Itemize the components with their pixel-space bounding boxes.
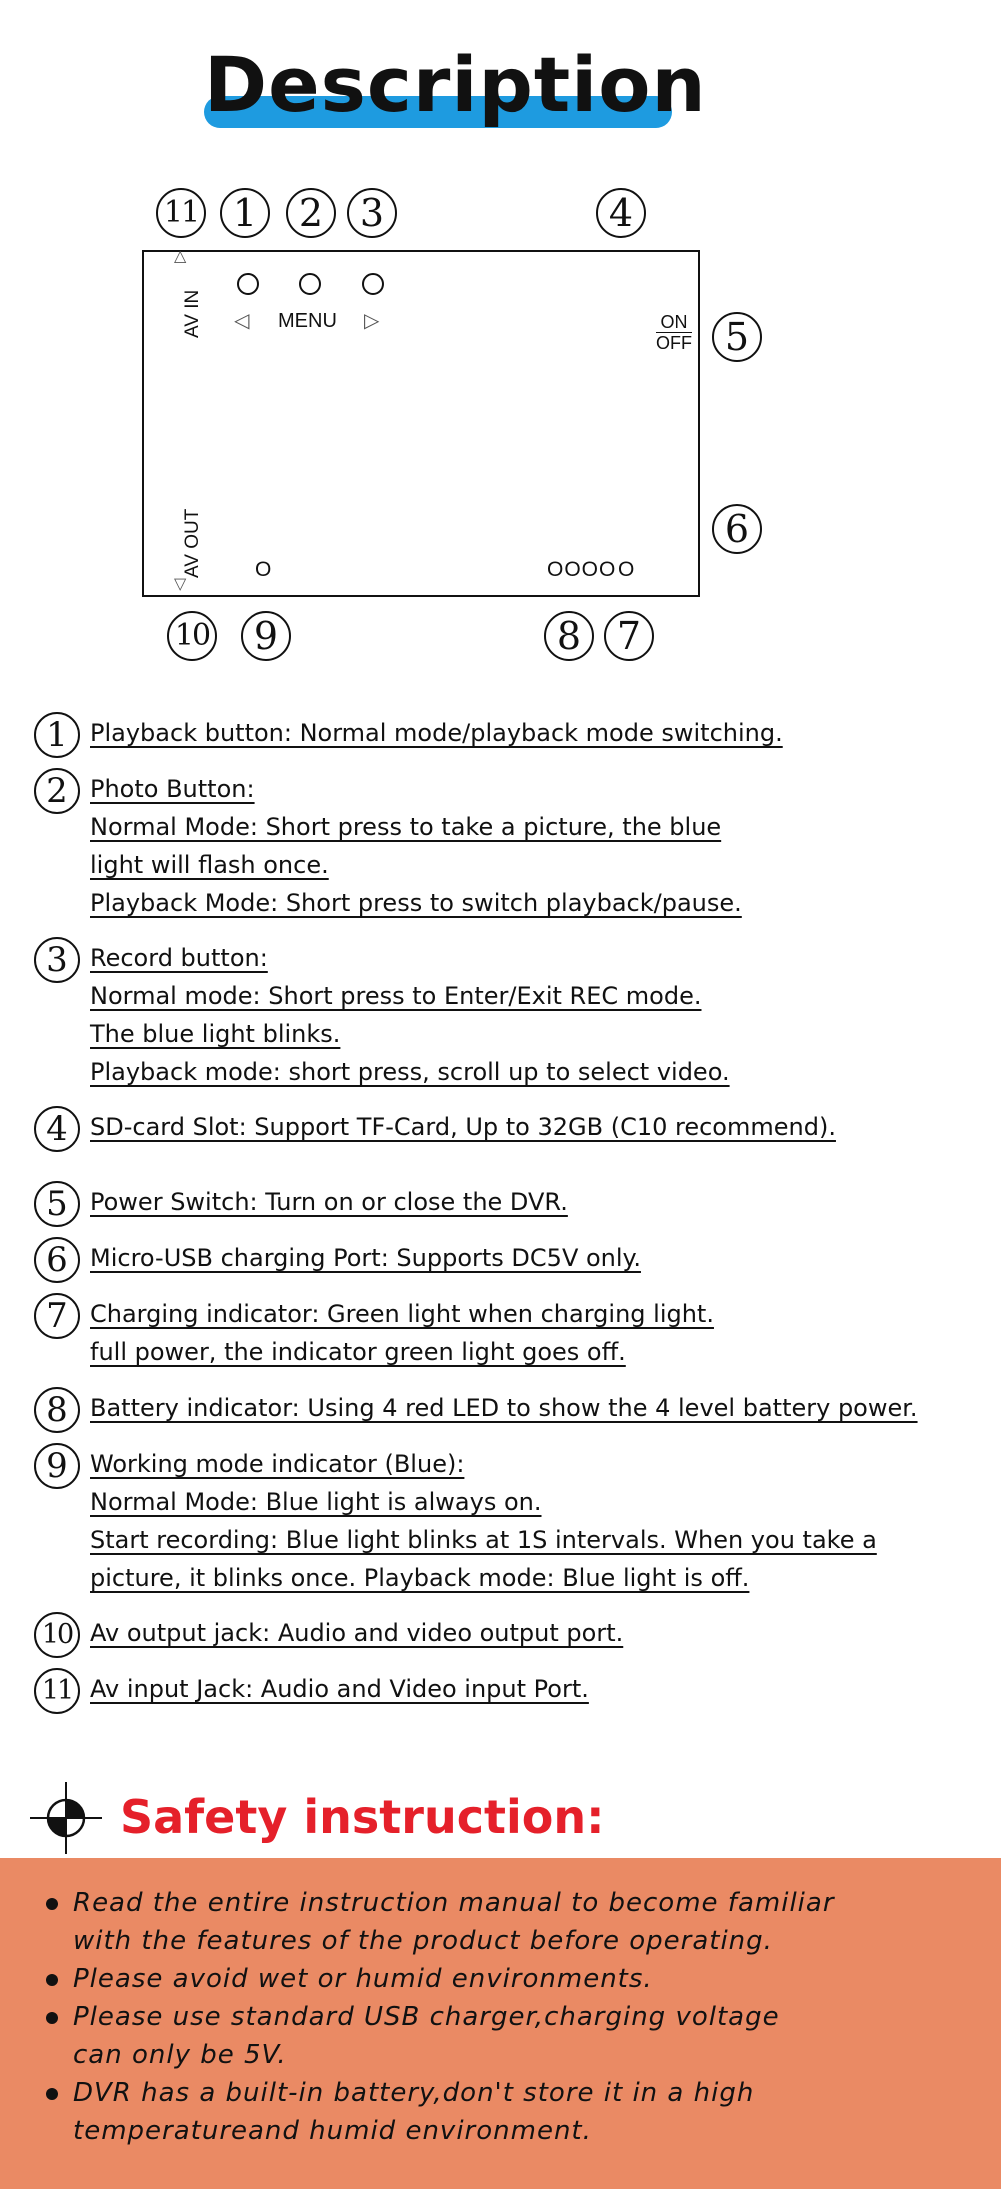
callout-5: 5 (712, 312, 762, 362)
item-text: Battery indicator: Using 4 red LED to show the 4 level battery power. (90, 1394, 918, 1422)
item-text: Playback Mode: Short press to switch playback/pause. (90, 889, 742, 917)
safety-list (46, 1884, 835, 2150)
item-text: Power Switch: Turn on or close the DVR. (90, 1188, 568, 1216)
safety-text: DVR has a built-in battery,don't store it in a high (73, 2078, 755, 2108)
item-number: 6 (34, 1237, 80, 1283)
power-switch-label (656, 312, 692, 353)
safety-text: with the features of the product before operating. (73, 1926, 773, 1956)
item-number: 1 (34, 712, 80, 758)
safety-title: Safety instruction: (120, 1790, 605, 1844)
menu-label: MENU (278, 310, 337, 332)
av-in-label: AV IN (182, 289, 203, 338)
off-label: OFF (656, 333, 692, 353)
item-text: Normal mode: Short press to Enter/Exit REC mode. (90, 982, 702, 1010)
av-in-arrow-icon: △ (174, 246, 187, 265)
item-text: Playback mode: short press, scroll up to select video. (90, 1058, 730, 1086)
playback-button-circle (237, 273, 259, 295)
av-out-label: AV OUT (182, 508, 203, 578)
safety-text: temperatureand humid environment. (73, 2116, 592, 2146)
item-text: Av input Jack: Audio and Video input Port. (90, 1675, 589, 1703)
item-text: Charging indicator: Green light when charging light. (90, 1300, 714, 1328)
left-arrow-icon: ◁ (234, 308, 250, 332)
item-text: Start recording: Blue light blinks at 1S intervals. When you take a (90, 1526, 877, 1554)
item-number: 5 (34, 1181, 80, 1227)
list-item (46, 2074, 835, 2150)
safety-header (30, 1780, 730, 1860)
callout-2: 2 (286, 188, 336, 238)
item-text: light will flash once. (90, 851, 329, 879)
callout-7: 7 (604, 611, 654, 661)
photo-button-circle (299, 273, 321, 295)
working-led: O (255, 558, 273, 581)
item-text: Normal Mode: Short press to take a picture, the blue (90, 813, 722, 841)
safety-text: Read the entire instruction manual to become familiar (73, 1888, 835, 1918)
safety-text: Please use standard USB charger,charging voltage (73, 2002, 780, 2032)
device-outline (142, 246, 700, 597)
item-number: 2 (34, 768, 80, 814)
safety-text: can only be 5V. (73, 2040, 287, 2070)
crosshair-icon (30, 1782, 102, 1854)
item-text: full power, the indicator green light goes off. (90, 1338, 626, 1366)
callout-10: 10 (167, 611, 217, 661)
device-diagram (0, 170, 1001, 690)
callout-1: 1 (220, 188, 270, 238)
list-item (46, 1960, 835, 1998)
item-text: Av output jack: Audio and video output port. (90, 1619, 624, 1647)
safety-text: Please avoid wet or humid environments. (73, 1964, 653, 1994)
callout-8: 8 (544, 611, 594, 661)
item-number: 8 (34, 1387, 80, 1433)
safety-panel (0, 1858, 1001, 2189)
list-item (46, 1884, 835, 1960)
list-item (46, 1998, 835, 2074)
item-text: picture, it blinks once. Playback mode: Blue light is off. (90, 1564, 750, 1592)
charge-led: O (618, 558, 636, 581)
callout-11: 11 (156, 188, 206, 238)
item-number: 9 (34, 1443, 80, 1489)
item-text: Playback button: Normal mode/playback mode switching. (90, 719, 783, 747)
battery-leds: OOOO (547, 558, 617, 581)
item-text: Photo Button: (90, 775, 255, 803)
item-number: 11 (34, 1668, 80, 1714)
right-arrow-icon: ▷ (364, 308, 380, 332)
record-button-circle (362, 273, 384, 295)
item-number: 7 (34, 1293, 80, 1339)
item-text: Micro-USB charging Port: Supports DC5V only. (90, 1244, 641, 1272)
title-block (204, 40, 707, 130)
item-text: The blue light blinks. (90, 1020, 341, 1048)
item-number: 10 (34, 1612, 80, 1658)
on-label: ON (656, 312, 692, 333)
item-number: 3 (34, 937, 80, 983)
callout-9: 9 (241, 611, 291, 661)
item-text: SD-card Slot: Support TF-Card, Up to 32GB (C10 recommend). (90, 1113, 836, 1141)
page-title: Description (204, 40, 707, 129)
item-text: Record button: (90, 944, 268, 972)
callout-3: 3 (347, 188, 397, 238)
av-out-arrow-icon: ▽ (174, 574, 187, 593)
callout-4: 4 (596, 188, 646, 238)
callout-6: 6 (712, 504, 762, 554)
item-text: Normal Mode: Blue light is always on. (90, 1488, 542, 1516)
item-text: Working mode indicator (Blue): (90, 1450, 465, 1478)
item-number: 4 (34, 1106, 80, 1152)
